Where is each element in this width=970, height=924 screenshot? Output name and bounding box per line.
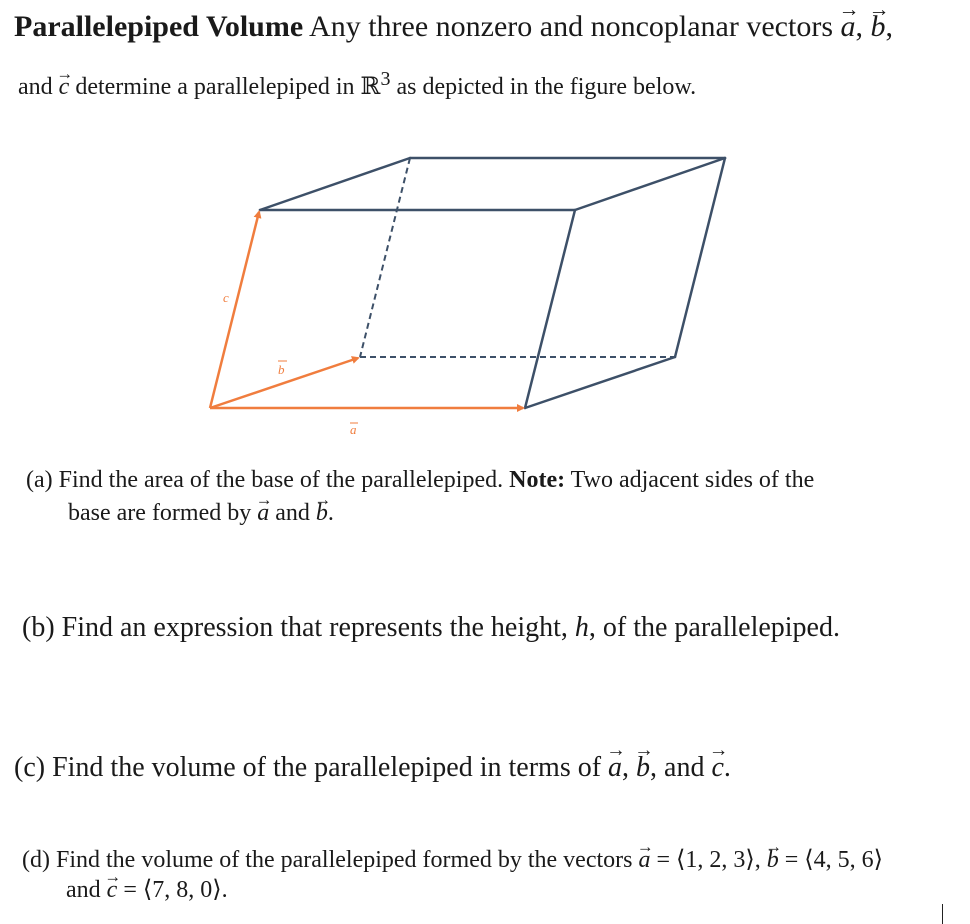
vector-a: → a — [257, 500, 269, 527]
vector-c-value: = ⟨7, 8, 0⟩. — [117, 877, 228, 903]
intro-text: Any three nonzero and noncoplanar vectors — [303, 10, 841, 43]
separator: , — [885, 10, 893, 43]
question-a-line-1 — [26, 467, 814, 494]
vector-b: → b — [636, 752, 650, 784]
label-b: b — [278, 362, 285, 377]
question-text: Two adjacent sides of the — [565, 467, 815, 493]
intro-text: and — [18, 74, 59, 100]
question-d-marker: (d) — [22, 847, 50, 873]
question-text: and — [269, 500, 316, 526]
question-text: and — [66, 877, 107, 903]
height-symbol: h — [574, 612, 589, 643]
question-text: base are formed by — [68, 500, 258, 526]
vector-b: → b — [871, 10, 886, 44]
label-a: a — [350, 422, 357, 437]
separator: , — [855, 10, 871, 43]
section-title: Parallelepiped Volume — [14, 10, 304, 43]
real-space-symbol: ℝ — [360, 74, 381, 100]
question-c-marker: (c) — [14, 752, 46, 783]
edge-top-right — [575, 158, 725, 210]
vector-a-value: = ⟨1, 2, 3⟩, — [650, 847, 767, 873]
question-c — [14, 752, 731, 784]
question-text: Find the volume of the parallelepiped in terms of — [45, 752, 609, 783]
question-text: , — [622, 752, 637, 783]
question-text: Find the area of the base of the parallelepiped. — [52, 467, 510, 493]
question-text: , of the parallelepiped. — [588, 612, 840, 643]
vector-c: → c — [59, 74, 70, 101]
hidden-edge-vertical — [360, 158, 410, 357]
edge-top-left — [260, 158, 410, 210]
question-b — [22, 612, 840, 644]
vector-b: → b — [316, 500, 328, 527]
vector-a: → a — [608, 752, 622, 784]
question-a-marker: (a) — [26, 467, 53, 493]
vector-c: → c — [107, 877, 118, 904]
edge-right-front — [525, 210, 575, 408]
question-b-marker: (b) — [22, 612, 55, 643]
text-cursor — [942, 904, 943, 924]
intro-text: determine a parallelepiped in — [69, 74, 361, 100]
vector-b: → b — [767, 847, 779, 874]
vector-c: → c — [711, 752, 723, 784]
vector-a: → a — [841, 10, 856, 44]
label-c: c — [223, 290, 229, 305]
edge-bottom-right — [525, 357, 675, 408]
question-text: . — [723, 752, 731, 783]
question-a-line-2 — [68, 500, 334, 527]
intro-text: as depicted in the figure below. — [390, 74, 697, 100]
edge-right-back — [675, 158, 725, 357]
dimension-exponent: 3 — [380, 68, 391, 90]
note-label: Note: — [509, 467, 566, 493]
vector-b-value: = ⟨4, 5, 6⟩ — [778, 847, 884, 873]
question-d-line-1 — [22, 845, 883, 874]
vector-a: → a — [638, 847, 650, 874]
question-d-line-2 — [66, 875, 228, 904]
vector-c-arrow — [210, 212, 259, 408]
question-text: , and — [650, 752, 712, 783]
question-text: Find an expression that represents the height, — [54, 612, 575, 643]
question-text: Find the volume of the parallelepiped formed by the vectors — [49, 847, 639, 873]
question-text: . — [327, 500, 334, 526]
